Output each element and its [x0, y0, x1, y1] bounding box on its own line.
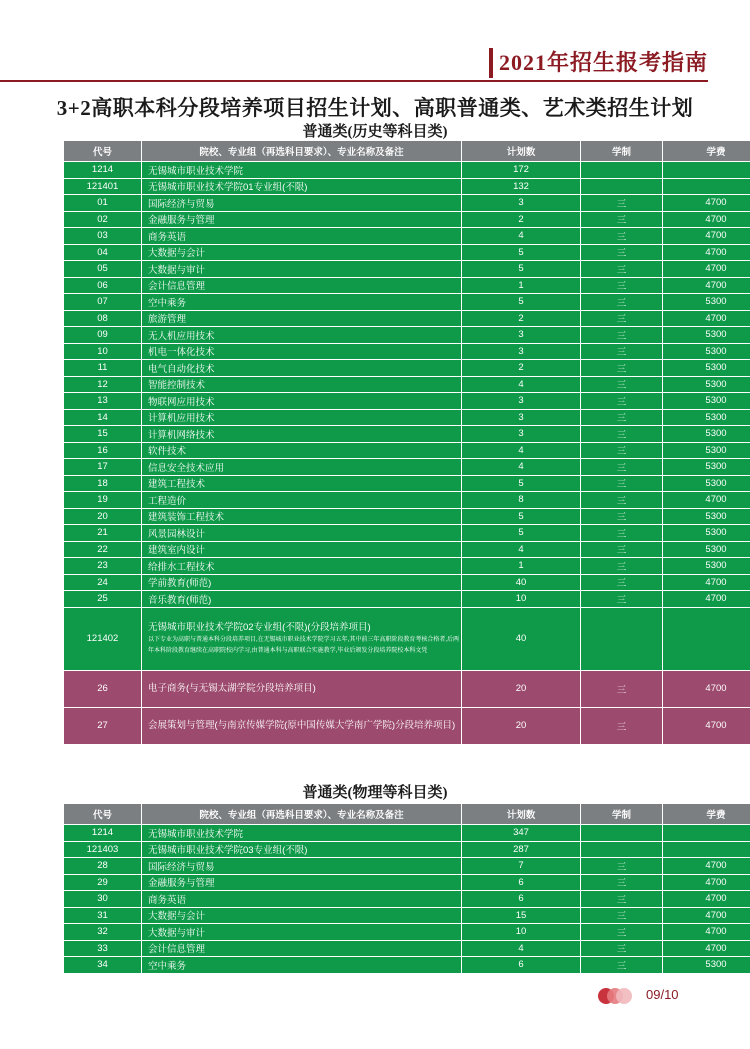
cell-years: 三 — [581, 294, 663, 311]
table-row — [64, 393, 750, 410]
cell-name: 无锡城市职业技术学院03专业组(不限) — [142, 841, 462, 858]
table-row — [64, 261, 750, 278]
cell-years: 三 — [581, 244, 663, 261]
cell-name: 无人机应用技术 — [142, 327, 462, 344]
cell-count: 5 — [462, 261, 581, 278]
cell-code: 14 — [64, 409, 142, 426]
group-note: 以下专业为高职与普通本科分段培养项目,在无锡城市职业技术学院学习五年,其中前三年高职阶段教育考核合格者,后两年本科阶段教育继续在高职院校内学习,由普通本科与高职联合实施教学,毕业后颁发分段培养院校本科文凭 — [148, 636, 460, 654]
table-header-row — [64, 804, 750, 825]
cell-years: 三 — [581, 591, 663, 608]
cell-years: 三 — [581, 277, 663, 294]
cell-years: 三 — [581, 360, 663, 377]
cell-name: 无锡城市职业技术学院 — [142, 162, 462, 179]
cell-count: 5 — [462, 294, 581, 311]
cell-fee: 5300 — [663, 294, 750, 311]
cell-code: 08 — [64, 310, 142, 327]
cell-years — [581, 825, 663, 842]
cell-years: 三 — [581, 409, 663, 426]
cell-years: 三 — [581, 459, 663, 476]
cell-count: 3 — [462, 426, 581, 443]
cell-years: 三 — [581, 924, 663, 941]
cell-code: 25 — [64, 591, 142, 608]
cell-years: 三 — [581, 475, 663, 492]
cell-code: 09 — [64, 327, 142, 344]
cell-code: 1214 — [64, 162, 142, 179]
table-row — [64, 459, 750, 476]
cell-count: 15 — [462, 907, 581, 924]
col-header-fee: 学费 — [663, 141, 750, 162]
cell-count: 3 — [462, 327, 581, 344]
cell-count: 2 — [462, 360, 581, 377]
cell-fee: 4700 — [663, 891, 750, 908]
table-row — [64, 858, 750, 875]
cell-fee: 4700 — [663, 574, 750, 591]
header-rule — [0, 80, 708, 82]
cell-name — [142, 607, 462, 670]
cell-code: 24 — [64, 574, 142, 591]
cell-code: 06 — [64, 277, 142, 294]
cell-code: 05 — [64, 261, 142, 278]
cell-name: 物联网应用技术 — [142, 393, 462, 410]
cell-code: 26 — [64, 670, 142, 707]
plan-table-history — [63, 140, 750, 745]
section-title-physics: 普通类(物理等科目类) — [302, 785, 448, 801]
cell-code: 11 — [64, 360, 142, 377]
cell-name: 会计信息管理 — [142, 940, 462, 957]
cell-count: 5 — [462, 508, 581, 525]
cell-code: 121403 — [64, 841, 142, 858]
cell-years: 三 — [581, 327, 663, 344]
cell-name: 学前教育(师范) — [142, 574, 462, 591]
cell-code: 04 — [64, 244, 142, 261]
table-row — [64, 310, 750, 327]
cell-name: 信息安全技术应用 — [142, 459, 462, 476]
cell-years: 三 — [581, 492, 663, 509]
cell-years: 三 — [581, 940, 663, 957]
col-header-count: 计划数 — [462, 141, 581, 162]
cell-years — [581, 607, 663, 670]
col-header-name: 院校、专业组（再选科目要求）、专业名称及备注 — [142, 141, 462, 162]
cell-name: 软件技术 — [142, 442, 462, 459]
col-header-years: 学制 — [581, 804, 663, 825]
cell-code: 15 — [64, 426, 142, 443]
cell-fee: 5300 — [663, 459, 750, 476]
cell-years: 三 — [581, 707, 663, 744]
cell-count: 5 — [462, 525, 581, 542]
cell-fee: 4700 — [663, 211, 750, 228]
cell-fee: 4700 — [663, 924, 750, 941]
cell-count: 1 — [462, 277, 581, 294]
cell-fee: 5300 — [663, 525, 750, 542]
cell-count: 172 — [462, 162, 581, 179]
table-row — [64, 541, 750, 558]
cell-count: 5 — [462, 244, 581, 261]
cell-fee — [663, 162, 750, 179]
cell-count: 6 — [462, 957, 581, 974]
table-row — [64, 957, 750, 974]
cell-code: 27 — [64, 707, 142, 744]
cell-count: 3 — [462, 195, 581, 212]
cell-code: 13 — [64, 393, 142, 410]
col-header-years: 学制 — [581, 141, 663, 162]
table-row — [64, 475, 750, 492]
table-row — [64, 924, 750, 941]
cell-name: 建筑装饰工程技术 — [142, 508, 462, 525]
cell-name: 无锡城市职业技术学院01专业组(不限) — [142, 178, 462, 195]
cell-code: 1214 — [64, 825, 142, 842]
cell-fee: 5300 — [663, 957, 750, 974]
cell-code: 29 — [64, 874, 142, 891]
cell-code: 02 — [64, 211, 142, 228]
cell-count: 3 — [462, 393, 581, 410]
cell-count: 347 — [462, 825, 581, 842]
cell-years: 三 — [581, 858, 663, 875]
cell-count: 2 — [462, 310, 581, 327]
cell-code: 32 — [64, 924, 142, 941]
cell-name: 计算机应用技术 — [142, 409, 462, 426]
cell-code: 17 — [64, 459, 142, 476]
cell-name: 金融服务与管理 — [142, 874, 462, 891]
table-row — [64, 841, 750, 858]
cell-code: 16 — [64, 442, 142, 459]
cell-fee: 5300 — [663, 508, 750, 525]
cell-years: 三 — [581, 957, 663, 974]
cell-years: 三 — [581, 525, 663, 542]
cell-years: 三 — [581, 261, 663, 278]
document-tag: 2021年招生报考指南 — [489, 48, 708, 78]
cell-fee: 5300 — [663, 360, 750, 377]
cell-fee: 4700 — [663, 874, 750, 891]
cell-code: 03 — [64, 228, 142, 245]
table-row — [64, 178, 750, 195]
cell-name: 给排水工程技术 — [142, 558, 462, 575]
cell-count: 10 — [462, 924, 581, 941]
cell-code: 01 — [64, 195, 142, 212]
table-row — [64, 195, 750, 212]
cell-fee — [663, 178, 750, 195]
page-title: 3+2高职本科分段培养项目招生计划、高职普通类、艺术类招生计划 — [56, 96, 694, 120]
cell-code: 30 — [64, 891, 142, 908]
cell-name: 大数据与会计 — [142, 244, 462, 261]
cell-fee: 5300 — [663, 343, 750, 360]
table-row — [64, 343, 750, 360]
cell-count: 4 — [462, 228, 581, 245]
cell-fee: 4700 — [663, 591, 750, 608]
cell-years: 三 — [581, 376, 663, 393]
cell-code: 21 — [64, 525, 142, 542]
cell-code: 10 — [64, 343, 142, 360]
cell-count: 3 — [462, 409, 581, 426]
col-header-fee: 学费 — [663, 804, 750, 825]
cell-name: 机电一体化技术 — [142, 343, 462, 360]
cell-years: 三 — [581, 211, 663, 228]
cell-name: 国际经济与贸易 — [142, 858, 462, 875]
cell-fee: 4700 — [663, 940, 750, 957]
table-row — [64, 525, 750, 542]
col-header-code: 代号 — [64, 804, 142, 825]
cell-name: 商务英语 — [142, 228, 462, 245]
cell-count: 20 — [462, 670, 581, 707]
cell-fee: 5300 — [663, 327, 750, 344]
cell-count: 5 — [462, 475, 581, 492]
table-row — [64, 492, 750, 509]
table-row — [64, 426, 750, 443]
cell-count: 10 — [462, 591, 581, 608]
cell-fee: 5300 — [663, 541, 750, 558]
cell-years — [581, 178, 663, 195]
cell-name: 智能控制技术 — [142, 376, 462, 393]
cell-code: 20 — [64, 508, 142, 525]
cell-count: 4 — [462, 376, 581, 393]
table-row — [64, 376, 750, 393]
table-row — [64, 442, 750, 459]
cell-years: 三 — [581, 907, 663, 924]
table-row — [64, 244, 750, 261]
cell-code: 34 — [64, 957, 142, 974]
cell-years: 三 — [581, 874, 663, 891]
cell-name: 商务英语 — [142, 891, 462, 908]
cell-name: 建筑室内设计 — [142, 541, 462, 558]
table-row — [64, 360, 750, 377]
cell-code: 23 — [64, 558, 142, 575]
cell-name: 空中乘务 — [142, 957, 462, 974]
cell-years: 三 — [581, 343, 663, 360]
cell-count: 2 — [462, 211, 581, 228]
cell-code: 07 — [64, 294, 142, 311]
cell-count: 6 — [462, 891, 581, 908]
table-row — [64, 874, 750, 891]
table-row — [64, 228, 750, 245]
cell-code: 22 — [64, 541, 142, 558]
cell-name: 音乐教育(师范) — [142, 591, 462, 608]
cell-code: 19 — [64, 492, 142, 509]
table-row — [64, 670, 750, 707]
page-indicator — [598, 988, 708, 1004]
cell-count: 287 — [462, 841, 581, 858]
col-header-name: 院校、专业组（再选科目要求）、专业名称及备注 — [142, 804, 462, 825]
cell-count: 4 — [462, 442, 581, 459]
cell-years: 三 — [581, 558, 663, 575]
table-row — [64, 574, 750, 591]
table-row — [64, 940, 750, 957]
table-row — [64, 277, 750, 294]
table-row — [64, 907, 750, 924]
cell-fee: 5300 — [663, 426, 750, 443]
cell-code: 28 — [64, 858, 142, 875]
cell-years: 三 — [581, 228, 663, 245]
table-row — [64, 327, 750, 344]
cell-count: 132 — [462, 178, 581, 195]
table-row — [64, 707, 750, 744]
cell-count: 40 — [462, 607, 581, 670]
cell-name: 工程造价 — [142, 492, 462, 509]
cell-fee: 4700 — [663, 244, 750, 261]
cell-fee: 4700 — [663, 228, 750, 245]
cell-years: 三 — [581, 393, 663, 410]
cell-fee: 4700 — [663, 858, 750, 875]
cell-count: 4 — [462, 541, 581, 558]
cell-fee: 4700 — [663, 195, 750, 212]
cell-name: 空中乘务 — [142, 294, 462, 311]
cell-count: 4 — [462, 459, 581, 476]
col-header-count: 计划数 — [462, 804, 581, 825]
table-row — [64, 558, 750, 575]
cell-count: 20 — [462, 707, 581, 744]
cell-name: 建筑工程技术 — [142, 475, 462, 492]
cell-fee: 5300 — [663, 475, 750, 492]
cell-code: 33 — [64, 940, 142, 957]
cell-name: 旅游管理 — [142, 310, 462, 327]
cell-years: 三 — [581, 670, 663, 707]
cell-name: 大数据与会计 — [142, 907, 462, 924]
cell-years — [581, 841, 663, 858]
cell-name: 大数据与审计 — [142, 261, 462, 278]
cell-count: 40 — [462, 574, 581, 591]
cell-count: 1 — [462, 558, 581, 575]
cell-count: 4 — [462, 940, 581, 957]
cell-years — [581, 162, 663, 179]
cell-name: 电子商务(与无锡太湖学院分段培养项目) — [142, 670, 462, 707]
page-number: 09/10 — [646, 987, 679, 1002]
table-row — [64, 508, 750, 525]
group-name: 无锡城市职业技术学院02专业组(不限)(分段培养项目) — [148, 621, 371, 633]
cell-count: 6 — [462, 874, 581, 891]
table-row — [64, 591, 750, 608]
cell-fee: 5300 — [663, 393, 750, 410]
cell-count: 3 — [462, 343, 581, 360]
cell-fee: 4700 — [663, 277, 750, 294]
table-row — [64, 294, 750, 311]
cell-name: 会计信息管理 — [142, 277, 462, 294]
cell-code: 18 — [64, 475, 142, 492]
table-row — [64, 211, 750, 228]
cell-code: 121401 — [64, 178, 142, 195]
cell-fee — [663, 825, 750, 842]
cell-years: 三 — [581, 442, 663, 459]
cell-name: 会展策划与管理(与南京传媒学院(原中国传媒大学南广学院)分段培养项目) — [142, 707, 462, 744]
cell-years: 三 — [581, 508, 663, 525]
cell-fee: 4700 — [663, 907, 750, 924]
cell-name: 计算机网络技术 — [142, 426, 462, 443]
cell-years: 三 — [581, 891, 663, 908]
table-row — [64, 162, 750, 179]
cell-years: 三 — [581, 574, 663, 591]
table-row — [64, 891, 750, 908]
cell-count: 8 — [462, 492, 581, 509]
cell-name: 电气自动化技术 — [142, 360, 462, 377]
cell-name: 国际经济与贸易 — [142, 195, 462, 212]
cell-code: 31 — [64, 907, 142, 924]
table-header-row — [64, 141, 750, 162]
cell-name: 风景园林设计 — [142, 525, 462, 542]
cell-count: 7 — [462, 858, 581, 875]
cell-years: 三 — [581, 426, 663, 443]
cell-name: 大数据与审计 — [142, 924, 462, 941]
table-row — [64, 825, 750, 842]
table-row-group — [64, 607, 750, 670]
cell-code: 121402 — [64, 607, 142, 670]
cell-fee — [663, 607, 750, 670]
col-header-code: 代号 — [64, 141, 142, 162]
cell-fee: 5300 — [663, 409, 750, 426]
section-title-history: 普通类(历史等科目类) — [302, 124, 448, 140]
cell-fee: 5300 — [663, 558, 750, 575]
cell-code: 12 — [64, 376, 142, 393]
cell-name: 金融服务与管理 — [142, 211, 462, 228]
cell-fee: 5300 — [663, 376, 750, 393]
cell-fee: 4700 — [663, 670, 750, 707]
table-row — [64, 409, 750, 426]
cell-fee: 4700 — [663, 707, 750, 744]
cell-fee: 4700 — [663, 261, 750, 278]
cell-fee: 5300 — [663, 442, 750, 459]
cell-years: 三 — [581, 541, 663, 558]
decor-dot-icon — [616, 988, 632, 1004]
cell-years: 三 — [581, 195, 663, 212]
cell-fee: 4700 — [663, 310, 750, 327]
cell-years: 三 — [581, 310, 663, 327]
cell-fee: 4700 — [663, 492, 750, 509]
cell-name: 无锡城市职业技术学院 — [142, 825, 462, 842]
cell-fee — [663, 841, 750, 858]
plan-table-physics — [63, 803, 750, 974]
